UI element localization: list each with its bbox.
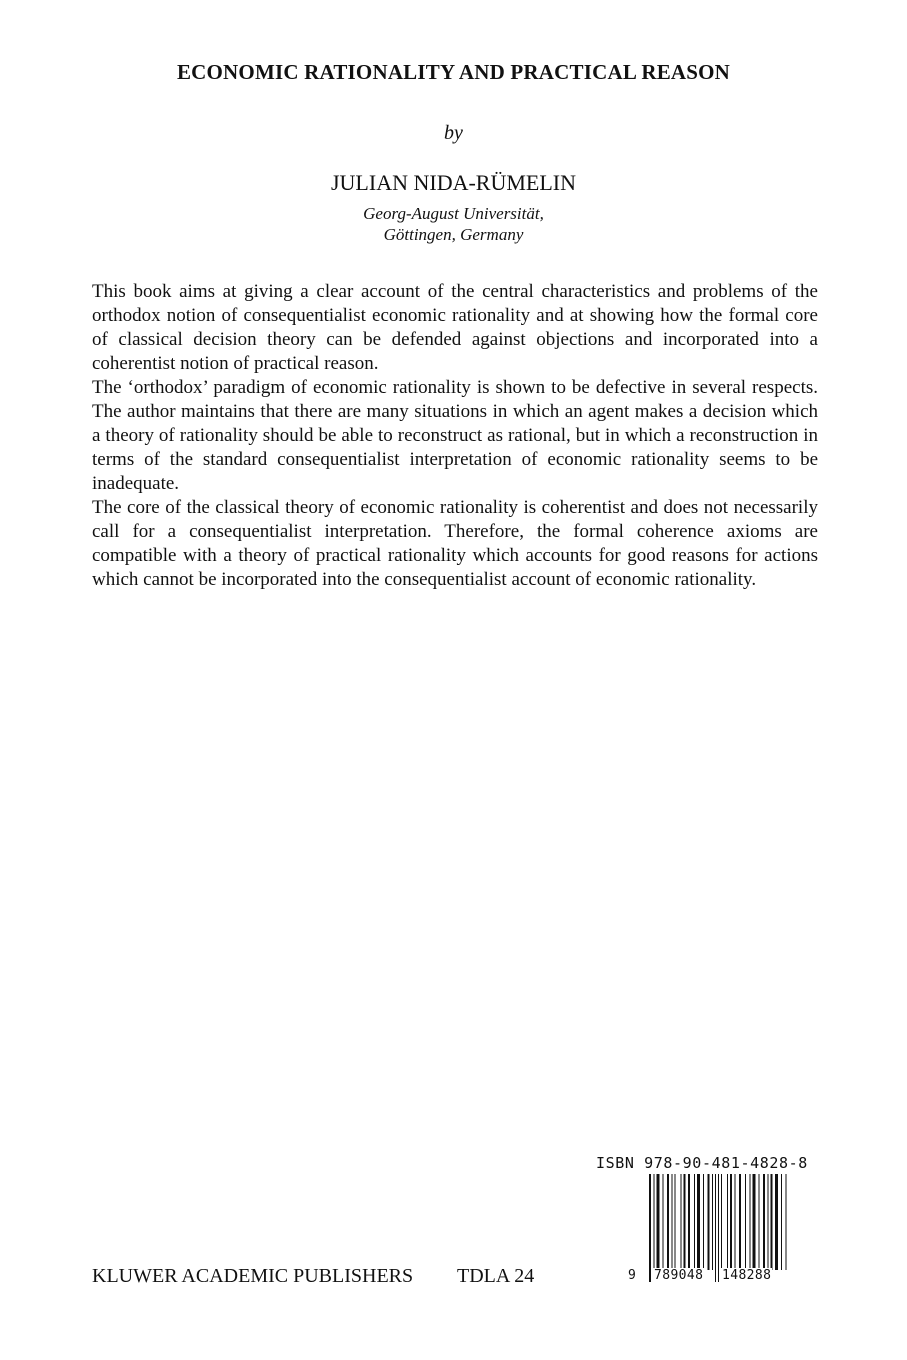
barcode-bar xyxy=(735,1174,736,1270)
barcode-bar xyxy=(721,1174,722,1282)
barcode-bar xyxy=(781,1174,782,1270)
barcode-first-digit: 9 xyxy=(628,1268,636,1283)
barcode-bar xyxy=(663,1174,664,1270)
affiliation-line-2: Göttingen, Germany xyxy=(383,225,524,244)
barcode-bar xyxy=(768,1174,769,1270)
by-label: by xyxy=(444,122,463,144)
barcode-bar xyxy=(681,1174,682,1270)
barcode xyxy=(625,1174,787,1290)
barcode-bar xyxy=(730,1174,732,1270)
barcode-bar xyxy=(657,1174,660,1270)
book-title: ECONOMIC RATIONALITY AND PRACTICAL REASON xyxy=(176,60,731,84)
barcode-bar xyxy=(718,1174,719,1282)
description-paragraph-2: The ‘orthodox’ paradigm of economic rationality is shown to be defective in several respects. The author maintains that there are many situations in which an agent makes a decision which a theory of rationality should be able to reconstruct as rational, but in which a reconstruction in terms of the standard consequentialist interpretation of economic rationality seems to be inadequate. xyxy=(92,377,818,494)
barcode-bar xyxy=(763,1174,765,1270)
barcode-bar xyxy=(684,1174,686,1270)
barcode-bar xyxy=(672,1174,673,1270)
barcode-bar xyxy=(715,1174,716,1282)
barcode-bar xyxy=(688,1174,690,1270)
barcode-bar xyxy=(694,1174,695,1270)
barcode-bar xyxy=(739,1174,741,1270)
barcode-bar xyxy=(775,1174,778,1270)
barcode-bar xyxy=(703,1174,704,1270)
barcode-bar xyxy=(753,1174,756,1270)
barcode-bar xyxy=(667,1174,669,1270)
barcode-bar xyxy=(649,1174,651,1282)
barcode-bar xyxy=(759,1174,760,1270)
series-label: TDLA 24 xyxy=(457,1265,535,1287)
affiliation-line-1: Georg-August Universität, xyxy=(363,204,544,223)
description-paragraph-3: The core of the classical theory of economic rationality is coherentist and does not necessarily call for a consequentialist interpretation. Therefore, the formal coherence axioms are compatible with a theory of practical rationality which accounts for good reasons for actions which cannot be incorporated into the consequentialist account of economic rationality. xyxy=(92,497,818,590)
book-description xyxy=(92,280,818,592)
barcode-bar xyxy=(786,1174,787,1270)
isbn-number: ISBN 978-90-481-4828-8 xyxy=(596,1154,808,1172)
barcode-bar xyxy=(708,1174,710,1270)
description-paragraph-1: This book aims at giving a clear account of the central characteristics and problems of the orthodox notion of consequentialist economic rationality and at showing how the formal core of classical decision theory can be defended against objections and incorporated into a coherentist notion of practical reason. xyxy=(92,281,818,374)
barcode-bar xyxy=(727,1174,728,1270)
barcode-bar xyxy=(654,1174,655,1282)
author-affiliation xyxy=(0,203,907,245)
publisher-name: KLUWER ACADEMIC PUBLISHERS xyxy=(92,1265,414,1287)
barcode-right-digits: 148288 xyxy=(722,1268,772,1283)
barcode-bar xyxy=(750,1174,751,1270)
barcode-left-digits: 789048 xyxy=(654,1268,704,1283)
barcode-bar xyxy=(771,1174,773,1270)
barcode-bar xyxy=(745,1174,746,1270)
barcode-bar xyxy=(712,1174,713,1270)
barcode-bar xyxy=(675,1174,676,1270)
author-name: JULIAN NIDA-RÜMELIN xyxy=(330,170,577,195)
barcode-bar xyxy=(697,1174,700,1270)
